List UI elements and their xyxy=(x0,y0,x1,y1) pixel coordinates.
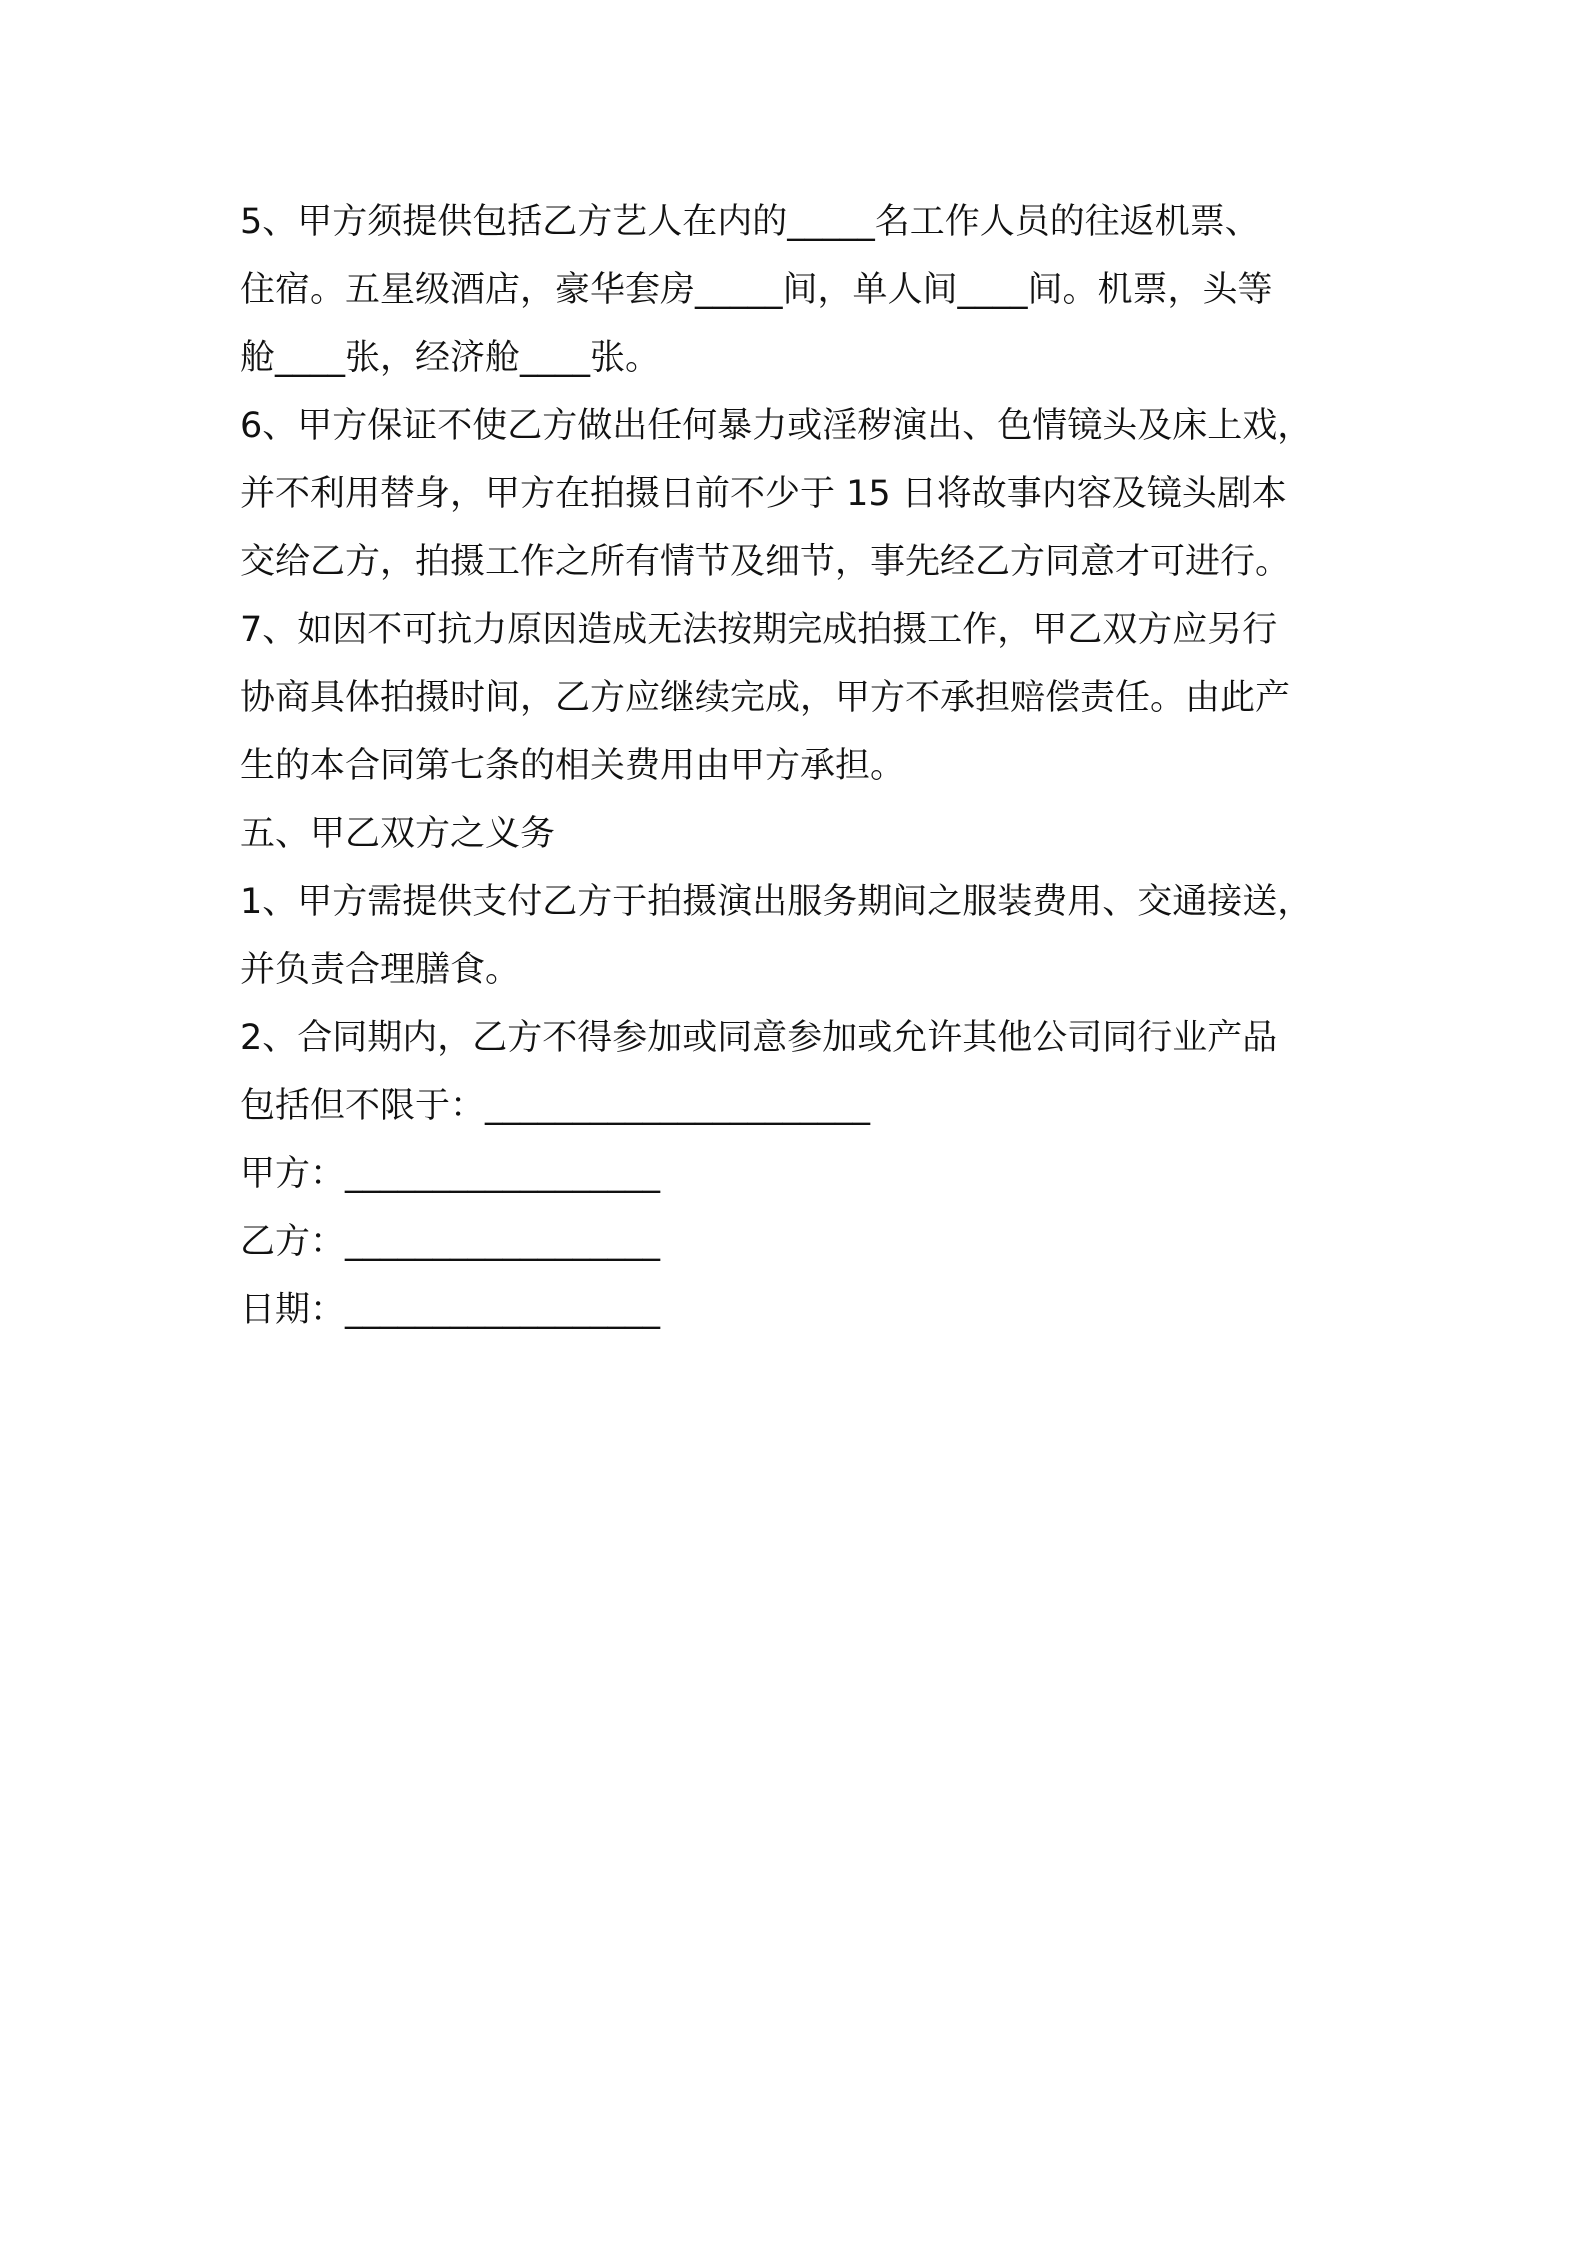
clause-7-line-2: 协商具体拍摄时间，乙方应继续完成，甲方不承担赔偿责任。由此产 xyxy=(240,678,1291,718)
clause-7-line-1: 7、如因不可抗力原因造成无法按期完成拍摄工作，甲乙双方应另行 xyxy=(240,610,1278,650)
clause-5-line-3: 舱____张，经济舱____张。 xyxy=(240,338,661,378)
obligation-2-line-1: 2、合同期内，乙方不得参加或同意参加或允许其他公司同行业产品 xyxy=(240,1018,1278,1058)
clause-6-line-2: 并不利用替身，甲方在拍摄日前不少于 15 日将故事内容及镜头剧本 xyxy=(240,474,1287,514)
document-body xyxy=(240,188,1360,1344)
date-line: 日期：__________________ xyxy=(240,1290,661,1330)
party-a-signature-line: 甲方：__________________ xyxy=(240,1154,661,1194)
party-b-signature-line: 乙方：__________________ xyxy=(240,1222,661,1262)
clause-5-line-2: 住宿。五星级酒店，豪华套房_____间，单人间____间。机票，头等 xyxy=(240,270,1273,310)
obligation-1-line-1: 1、甲方需提供支付乙方于拍摄演出服务期间之服装费用、交通接送， xyxy=(240,882,1313,922)
clause-6-line-1: 6、甲方保证不使乙方做出任何暴力或淫秽演出、色情镜头及床上戏， xyxy=(240,406,1313,446)
clause-5-line-1: 5、甲方须提供包括乙方艺人在内的_____名工作人员的往返机票、 xyxy=(240,202,1260,242)
clause-6-line-3: 交给乙方，拍摄工作之所有情节及细节，事先经乙方同意才可进行。 xyxy=(240,542,1291,582)
obligation-2-line-2: 包括但不限于：______________________ xyxy=(240,1086,871,1126)
clause-7-line-3: 生的本合同第七条的相关费用由甲方承担。 xyxy=(240,746,906,786)
section-heading: 五、甲乙双方之义务 xyxy=(240,814,556,854)
obligation-1-line-2: 并负责合理膳食。 xyxy=(240,950,521,990)
